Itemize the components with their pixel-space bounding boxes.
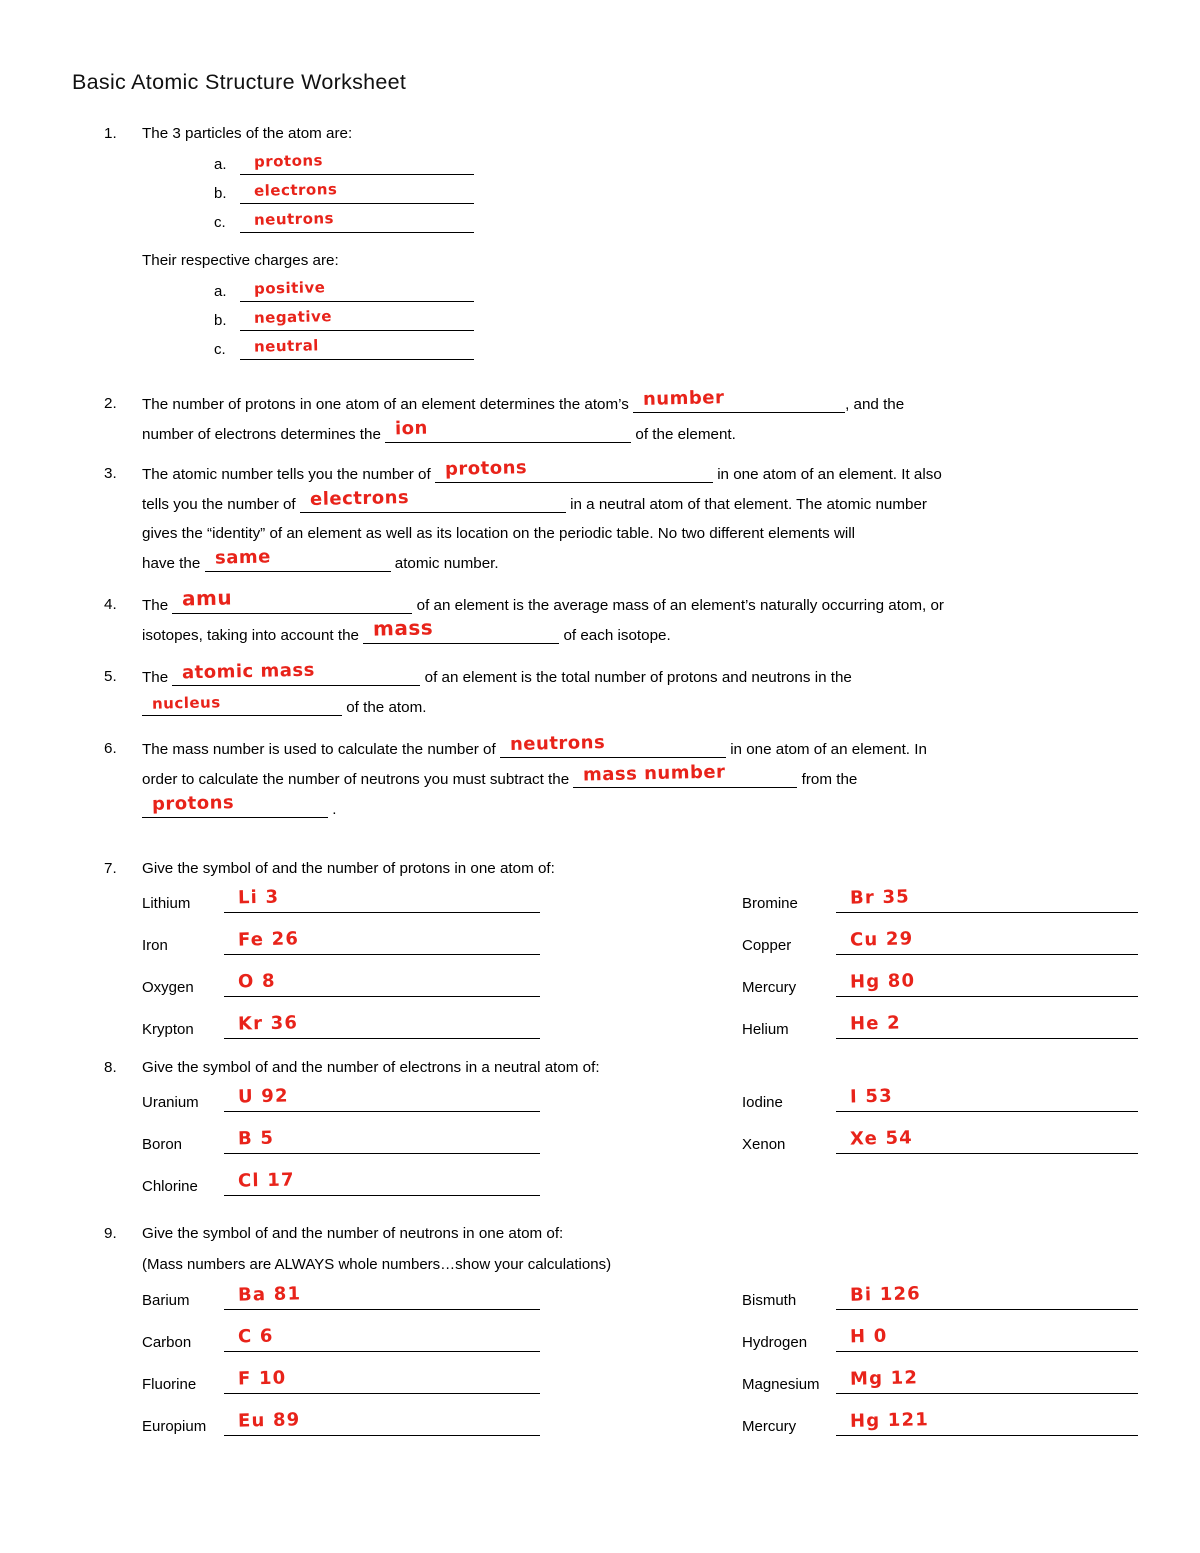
handwriting-3a: protons [444,456,528,480]
blank-6a[interactable] [500,731,726,758]
question-1-charge-row-c [214,337,1124,366]
blank-4a[interactable] [172,585,412,614]
blank-9-mercury[interactable] [836,1408,1138,1436]
blank-1-charge-c[interactable] [240,337,474,360]
question-9-stem: Give the symbol of and the number of neutrons in one atom of: [142,1225,564,1242]
handwriting-8-xenon: Xe 54 [849,1127,914,1150]
handwriting-5b: nucleus [151,693,221,714]
table-row [142,1085,1124,1131]
question-9 [104,1222,1124,1455]
element-label: Mercury [742,979,797,997]
question-4-text-1: The [142,597,169,614]
blank-9-barium[interactable] [224,1282,540,1310]
handwriting-7-lithium: Li 3 [237,886,280,909]
blank-2b[interactable] [385,417,631,443]
blank-7-lithium[interactable] [224,886,540,913]
question-6-text-1: The mass number is used to calculate the number of [142,741,496,758]
handwriting-1a: protons [253,151,324,172]
handwriting-3c: same [214,546,271,569]
blank-7-helium[interactable] [836,1012,1138,1039]
blank-1a[interactable] [240,152,474,175]
question-9-table [142,1282,1124,1455]
handwriting-6b: mass number [583,761,727,786]
page-title: Basic Atomic Structure Worksheet [72,70,407,94]
blank-8-chlorine[interactable] [224,1169,540,1196]
handwriting-4a: amu [182,585,233,611]
handwriting-1-charge-a: positive [253,278,326,299]
question-6-text-3: order to calculate the number of neutrons you must subtract the [142,771,570,789]
handwriting-3b: electrons [309,486,410,510]
handwriting-7-krypton: Kr 36 [237,1012,299,1035]
handwriting-7-oxygen: O 8 [237,970,277,993]
blank-8-xenon[interactable] [836,1127,1138,1154]
blank-7-krypton[interactable] [224,1012,540,1039]
handwriting-2b: ion [394,417,429,440]
question-3-text-3: tells you the number of [142,496,296,514]
blank-8-uranium[interactable] [224,1085,540,1112]
blank-1-charge-a[interactable] [240,279,474,302]
question-1-row-b [214,181,1124,210]
question-3 [104,456,1124,575]
label-a-2: a. [214,283,227,301]
element-label: Mercury [742,1417,797,1435]
question-4-text-2: of an element is the average mass of an element’s naturally occurring atom, or [416,597,944,614]
question-1-row-c [214,210,1124,239]
question-1-charge-row-a [214,279,1124,308]
table-row [142,928,1124,974]
blank-7-bromine[interactable] [836,886,1138,913]
question-5-number: 5. [104,668,117,685]
table-row [142,1282,1124,1329]
handwriting-8-boron: B 5 [237,1127,275,1150]
question-5-text-3: of the atom. [346,699,427,717]
question-9-number: 9. [104,1225,117,1242]
blank-9-fluorine[interactable] [224,1367,540,1394]
element-label: Chlorine [142,1178,198,1196]
blank-7-oxygen[interactable] [224,970,540,997]
element-label: Europium [142,1417,207,1435]
blank-5b[interactable] [142,695,342,716]
handwriting-7-iron: Fe 26 [237,928,300,951]
element-label: Uranium [142,1094,199,1112]
question-3-text-4: in a neutral atom of that element. The atomic number [570,496,927,514]
blank-3b[interactable] [300,486,566,513]
handwriting-4b: mass [372,615,434,641]
handwriting-9-mercury: Hg 121 [849,1408,930,1432]
handwriting-6c: protons [151,791,235,815]
question-8-number: 8. [104,1059,117,1076]
blank-7-mercury[interactable] [836,970,1138,997]
blank-1c[interactable] [240,210,474,233]
question-1-stem: The 3 particles of the atom are: [142,125,353,142]
element-label: Iodine [742,1094,783,1112]
handwriting-9-europium: Eu 89 [237,1408,301,1432]
element-label: Hydrogen [742,1333,808,1351]
question-4-text-3: isotopes, taking into account the [142,627,359,645]
question-8 [104,1056,1124,1215]
question-8-stem: Give the symbol of and the number of electrons in a neutral atom of: [142,1059,600,1076]
question-2-text-1: The number of protons in one atom of an element determines the atom’s [142,396,629,413]
question-1-number: 1. [104,125,117,142]
question-5 [104,659,1124,719]
question-1-answers [214,152,1124,239]
handwriting-8-iodine: I 53 [849,1085,894,1108]
handwriting-7-mercury: Hg 80 [849,970,916,993]
table-row [142,1408,1124,1455]
table-row [142,1325,1124,1371]
handwriting-1b: electrons [253,180,338,201]
blank-9-bismuth[interactable] [836,1282,1138,1310]
blank-1-charge-b[interactable] [240,308,474,331]
label-c-2: c. [214,341,226,359]
table-row [142,1012,1124,1058]
question-1-row-a [214,152,1124,181]
question-7-number: 7. [104,860,117,877]
handwriting-8-uranium: U 92 [237,1085,290,1108]
question-2-number: 2. [104,395,117,412]
blank-5a[interactable] [172,659,420,686]
handwriting-2a: number [642,386,725,410]
question-5-text-1: The [142,669,169,686]
question-6-number: 6. [104,740,117,757]
blank-9-hydrogen[interactable] [836,1325,1138,1352]
question-7 [104,857,1124,1058]
element-label: Barium [142,1291,190,1309]
handwriting-9-barium: Ba 81 [237,1282,302,1306]
handwriting-9-carbon: C 6 [237,1325,274,1347]
question-2 [104,386,1124,446]
question-1-charges-stem: Their respective charges are: [142,252,339,270]
element-label: Copper [742,937,792,955]
question-5-text-2: of an element is the total number of protons and neutrons in the [424,669,852,686]
element-label: Lithium [142,895,191,913]
element-label: Boron [142,1136,183,1154]
handwriting-1c: neutrons [253,209,335,230]
handwriting-7-copper: Cu 29 [849,928,914,951]
blank-6b[interactable] [573,761,797,788]
question-6-text-2: in one atom of an element. In [730,741,927,758]
handwriting-8-chlorine: Cl 17 [237,1169,296,1192]
question-3-text-6: have the [142,555,201,573]
blank-9-europium[interactable] [224,1408,540,1436]
blank-4b[interactable] [363,615,559,644]
handwriting-9-bismuth: Bi 126 [849,1282,922,1306]
question-7-table [142,886,1124,1058]
blank-2a[interactable] [633,386,845,413]
question-1-charge-row-b [214,308,1124,337]
blank-7-iron[interactable] [224,928,540,955]
label-b: b. [214,185,227,203]
handwriting-9-hydrogen: H 0 [849,1325,888,1347]
question-6-text-4: from the [801,771,858,789]
blank-3a[interactable] [435,456,713,483]
handwriting-9-fluorine: F 10 [237,1367,287,1390]
question-8-table [142,1085,1124,1215]
question-3-text-1: The atomic number tells you the number of [142,466,431,483]
question-4-text-4: of each isotope. [563,627,671,645]
question-1-charges [214,279,1124,366]
element-label: Helium [742,1021,789,1039]
question-6-text-5: . [332,801,337,819]
element-label: Fluorine [142,1375,197,1393]
blank-9-carbon[interactable] [224,1325,540,1352]
handwriting-7-helium: He 2 [849,1012,902,1035]
element-label: Bismuth [742,1291,797,1309]
element-label: Magnesium [742,1375,820,1393]
blank-6c[interactable] [142,791,328,818]
handwriting-7-bromine: Br 35 [849,886,911,909]
blank-3c[interactable] [205,546,391,572]
label-c: c. [214,214,226,232]
handwriting-5a: atomic mass [182,659,316,684]
element-label: Xenon [742,1136,786,1154]
element-label: Iron [142,937,168,955]
blank-9-magnesium[interactable] [836,1366,1138,1394]
handwriting-6a: neutrons [509,731,606,755]
question-2-text-4: of the element. [635,426,736,444]
blank-8-boron[interactable] [224,1127,540,1154]
blank-7-copper[interactable] [836,928,1138,955]
handwriting-1-charge-b: negative [253,307,333,328]
question-3-text-5: gives the “identity” of an element as well as its location on the periodic table. No two different elements will [142,525,856,543]
question-4 [104,585,1124,647]
handwriting-9-magnesium: Mg 12 [849,1366,919,1390]
question-9-note: (Mass numbers are ALWAYS whole numbers…show your calculations) [142,1256,612,1274]
table-row [142,1169,1124,1215]
question-3-text-2: in one atom of an element. It also [717,466,942,483]
question-2-text-3: number of electrons determines the [142,426,381,444]
question-3-number: 3. [104,465,117,482]
question-7-stem: Give the symbol of and the number of protons in one atom of: [142,860,555,877]
question-3-text-7: atomic number. [394,555,499,573]
blank-1b[interactable] [240,181,474,204]
question-2-text-2: , and the [845,396,905,413]
label-a: a. [214,156,227,174]
question-6 [104,731,1124,821]
element-label: Krypton [142,1021,194,1039]
handwriting-1-charge-c: neutral [253,336,320,357]
element-label: Oxygen [142,979,194,997]
label-b-2: b. [214,312,227,330]
question-1 [104,122,1124,366]
question-4-number: 4. [104,596,117,613]
blank-8-iodine[interactable] [836,1085,1138,1112]
element-label: Bromine [742,895,798,913]
element-label: Carbon [142,1333,192,1351]
